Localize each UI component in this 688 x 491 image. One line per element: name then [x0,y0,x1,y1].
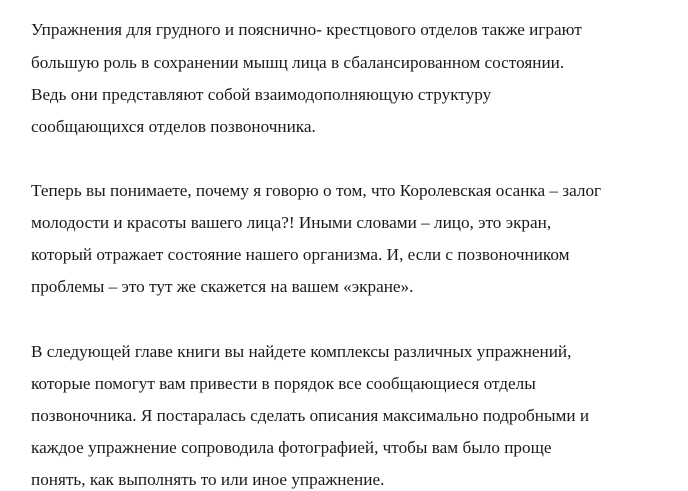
text-line: проблемы – это тут же скажется на вашем «экране». [31,277,414,296]
text-line: позвоночника. Я постаралась сделать описания максимально подробными и [31,406,590,425]
text-line: Упражнения для грудного и пояснично- крестцового отделов также играют [31,20,582,39]
text-line: Теперь вы понимаете, почему я говорю о том, что Королевская осанка – залог [31,181,602,200]
text-line: Ведь они представляют собой взаимодополняющую структуру [31,85,492,104]
text-line: сообщающихся отделов позвоночника. [31,117,316,136]
text-line: большую роль в сохранении мышц лица в сбалансированном состоянии. [31,53,565,72]
text-line: понять, как выполнять то или иное упражнение. [31,470,385,489]
text-line: каждое упражнение сопроводила фотографией, чтобы вам было проще [31,438,552,457]
text-line: В следующей главе книги вы найдете комплексы различных упражнений, [31,342,572,361]
text-line: который отражает состояние нашего организма. И, если с позвоночником [31,245,570,264]
text-line: которые помогут вам привести в порядок все сообщающиеся отделы [31,374,536,393]
text-line: молодости и красоты вашего лица?! Иными словами – лицо, это экран, [31,213,552,232]
